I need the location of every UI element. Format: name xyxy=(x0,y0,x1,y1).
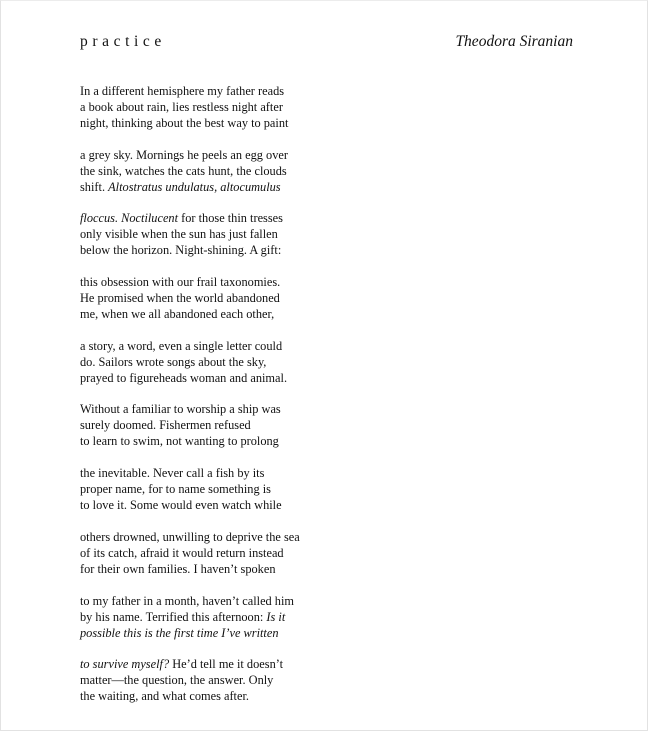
poem-line xyxy=(80,529,380,545)
poem-line xyxy=(80,656,380,672)
line-text: the waiting, and what comes after. xyxy=(80,689,249,704)
line-text: surely doomed. Fishermen refused xyxy=(80,418,251,433)
line-text: matter—the question, the answer. Only xyxy=(80,673,274,688)
poem-line xyxy=(80,115,380,131)
poem-stanza xyxy=(80,147,380,195)
line-text: He promised when the world abandoned xyxy=(80,291,280,306)
poem-title: practice xyxy=(80,33,166,50)
poem-line xyxy=(80,433,380,449)
poem-line xyxy=(80,242,380,258)
line-text: to love it. Some would even watch while xyxy=(80,498,282,513)
poem-line xyxy=(80,354,380,370)
line-text: the inevitable. Never call a fish by its xyxy=(80,466,265,481)
poem-line xyxy=(80,290,380,306)
line-text: this obsession with our frail taxonomies. xyxy=(80,275,281,290)
poem-line xyxy=(80,99,380,115)
line-text: shift. xyxy=(80,179,109,194)
poem-line xyxy=(80,274,380,290)
line-text: by his name. Terrified this afternoon: xyxy=(80,609,267,624)
author-name: Theodora Siranian xyxy=(455,33,573,50)
poem-stanza xyxy=(80,210,380,258)
line-text: of its catch, afraid it would return instead xyxy=(80,545,284,560)
poem-line xyxy=(80,497,380,513)
line-text: for those thin tresses xyxy=(178,211,283,226)
line-text: to my father in a month, haven’t called him xyxy=(80,593,295,608)
italic-text: possible this is the first time I’ve written xyxy=(80,625,279,640)
line-text: below the horizon. Night-shining. A gift: xyxy=(80,243,282,258)
poem-stanza xyxy=(80,593,380,641)
poem-stanza xyxy=(80,656,380,704)
italic-text: Is it xyxy=(266,609,286,624)
poem-line xyxy=(80,672,380,688)
poem-line xyxy=(80,147,380,163)
poem-stanza xyxy=(80,465,380,513)
poem-stanza xyxy=(80,83,380,131)
line-text: In a different hemisphere my father reads xyxy=(80,84,285,98)
poem-line xyxy=(80,210,380,226)
poem-line xyxy=(80,609,380,625)
poem-line xyxy=(80,625,380,641)
line-text: the sink, watches the cats hunt, the clouds xyxy=(80,163,287,178)
poem-line xyxy=(80,561,380,577)
line-text: me, when we all abandoned each other, xyxy=(80,307,275,322)
poem-body xyxy=(80,83,380,720)
line-text: Without a familiar to worship a ship was xyxy=(80,402,281,417)
line-text: He’d tell me it doesn’t xyxy=(169,657,284,672)
italic-text: floccus. Noctilucent xyxy=(80,211,179,226)
line-text: a story, a word, even a single letter could xyxy=(80,338,283,353)
poem-line xyxy=(80,688,380,704)
italic-text: Altostratus undulatus, altocumulus xyxy=(108,179,281,194)
line-text: to learn to swim, not wanting to prolong xyxy=(80,434,279,449)
italic-text: to survive myself? xyxy=(80,657,170,672)
poem-line xyxy=(80,401,380,417)
poem-stanza xyxy=(80,338,380,386)
poem-line xyxy=(80,465,380,481)
poem-line xyxy=(80,593,380,609)
poem-line xyxy=(80,163,380,179)
poem-line xyxy=(80,370,380,386)
line-text: proper name, for to name something is xyxy=(80,482,271,497)
poem-line xyxy=(80,417,380,433)
poem-line xyxy=(80,481,380,497)
poem-line xyxy=(80,83,380,99)
line-text: a grey sky. Mornings he peels an egg over xyxy=(80,147,288,162)
poem-line xyxy=(80,179,380,195)
poem-stanza xyxy=(80,529,380,577)
poem-line xyxy=(80,545,380,561)
line-text: only visible when the sun has just fallen xyxy=(80,227,278,242)
line-text: prayed to figureheads woman and animal. xyxy=(80,370,288,385)
poem-stanza xyxy=(80,401,380,449)
line-text: for their own families. I haven’t spoken xyxy=(80,561,276,576)
poem-line xyxy=(80,338,380,354)
poem-line xyxy=(80,226,380,242)
poem-stanza xyxy=(80,274,380,322)
line-text: night, thinking about the best way to paint xyxy=(80,116,289,130)
poem-line xyxy=(80,306,380,322)
line-text: others drowned, unwilling to deprive the sea xyxy=(80,529,300,544)
line-text: a book about rain, lies restless night after xyxy=(80,100,283,114)
line-text: do. Sailors wrote songs about the sky, xyxy=(80,354,267,369)
